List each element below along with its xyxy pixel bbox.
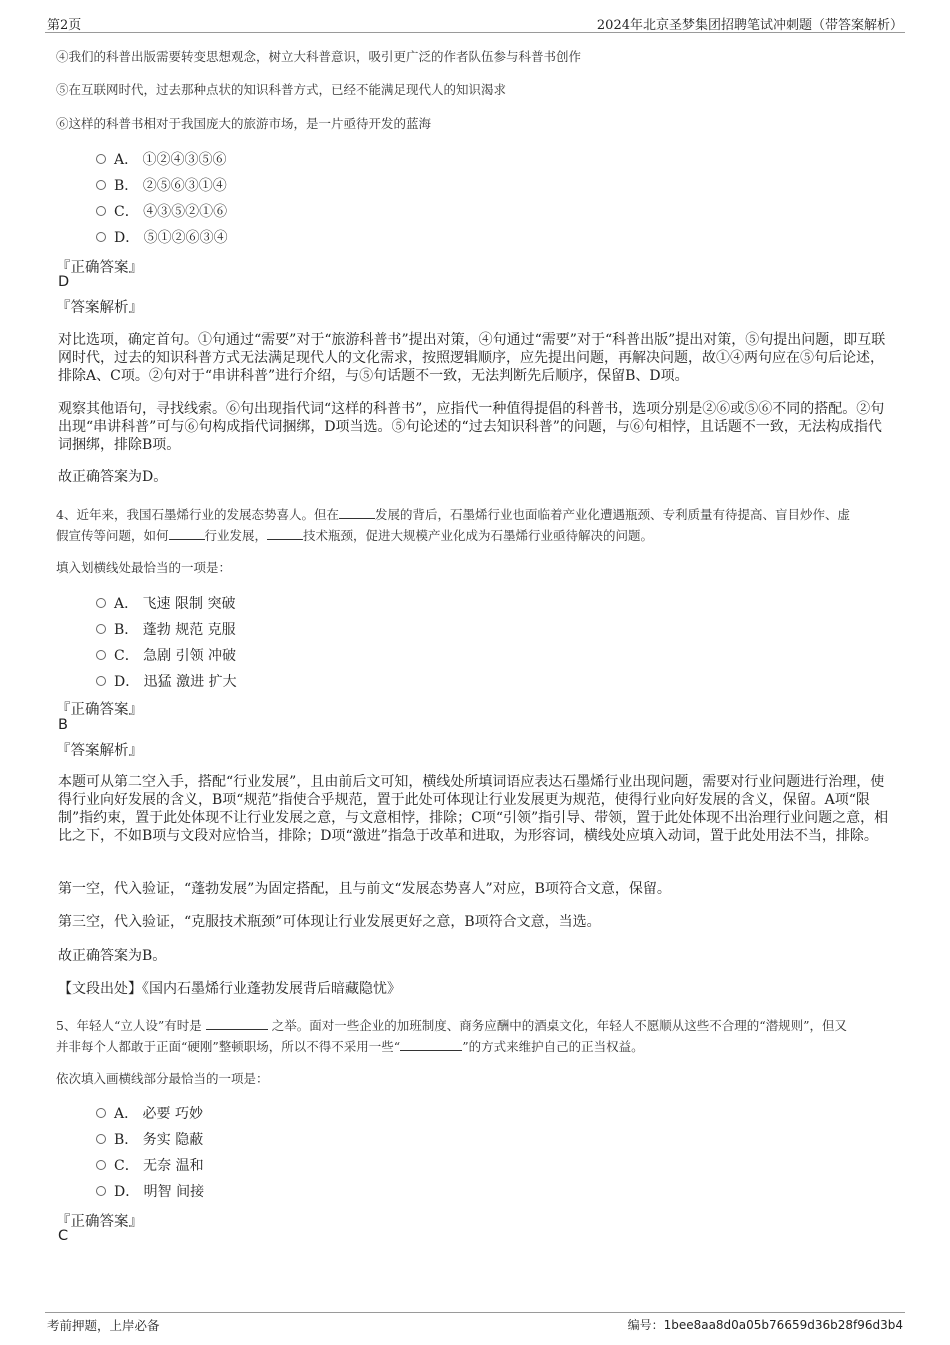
q3-sentence-6: ⑥这样的科普书相对于我国庞大的旅游市场，是一片亟待开发的蓝海 <box>56 116 432 131</box>
q3-option-a[interactable]: A． ①②④③⑤⑥ <box>96 150 227 170</box>
q4-analysis-para-1: 本题可从第二空入手，搭配“行业发展”，且由前后文可知，横线处所填词语应表达石墨烯行业出现问题，需要对行业问题进行治理，使得行业向好发展的含义，B项“规范”指使合乎规范，置于此处可体现让行业发展更为规范，使得行业向好发展的含义，保留。A项“限制”指约束，置于此处体现不让行业发展之意，与文意相悖，排除；C项“引领”指引导、带领，置于此处体现不出治理行业问题之意，相比之下，不如B项与文段对应恰当，排除；D项“激进”指急于改革和进取，为形容词，横线处应填入动词，置于此处用法不当，排除。 <box>58 774 889 844</box>
radio-icon[interactable] <box>96 1134 106 1144</box>
q4-analysis-tag: 『答案解析』 <box>56 743 143 759</box>
q5-option-b[interactable]: B． 务实 隐蔽 <box>96 1130 203 1150</box>
blank-2 <box>169 527 205 540</box>
q5-option-d[interactable]: D． 明智 间接 <box>96 1182 204 1202</box>
q4-option-d[interactable]: D． 迅猛 激进 扩大 <box>96 672 237 692</box>
q5-answer: C <box>58 1228 69 1244</box>
q3-answer-tag: 『正确答案』 <box>56 260 143 276</box>
page-number: 第2页 <box>47 18 82 33</box>
q4-option-b[interactable]: B． 蓬勃 规范 克服 <box>96 620 236 640</box>
q4-prompt: 填入划横线处最恰当的一项是： <box>56 560 232 575</box>
q4-source: 【文段出处】《国内石墨烯行业蓬勃发展背后暗藏隐忧》 <box>58 981 401 997</box>
document-title: 2024年北京圣梦集团招聘笔试冲刺题（带答案解析） <box>596 18 903 33</box>
radio-icon[interactable] <box>96 206 106 216</box>
q4-stem: 4、近年来，我国石墨烯行业的发展态势喜人。但在 发展的背后，石墨烯行业也面临着产业化遭遇瓶颈、专利质量有待提高、盲目炒作、虚 假宣传等问题，如何 行业发展， 技术瓶颈，促进大规模产业化成为石墨烯行业亟待解决的问题。 <box>56 507 850 543</box>
q4-option-a[interactable]: A． 飞速 限制 突破 <box>96 594 235 614</box>
q4-analysis-para-3: 第三空，代入验证，“克服技术瓶颈”可体现让行业发展更好之意，B项符合文意，当选。 <box>58 914 601 930</box>
q3-answer: D <box>58 274 70 290</box>
radio-icon[interactable] <box>96 232 106 242</box>
radio-icon[interactable] <box>96 598 106 608</box>
radio-icon[interactable] <box>96 1160 106 1170</box>
q3-analysis-tag: 『答案解析』 <box>56 300 143 316</box>
q3-sentence-5: ⑤在互联网时代，过去那种点状的知识科普方式，已经不能满足现代人的知识渴求 <box>56 82 507 97</box>
q4-answer: B <box>58 717 68 733</box>
page-header <box>45 14 905 33</box>
q5-stem: 5、年轻人“立人设”有时是 之举。面对一些企业的加班制度、商务应酬中的酒桌文化，年轻人不愿顺从这些不合理的“潜规则”，但又 并非每个人都敢于正面“硬刚”整顿职场，所以不得不采用一些“ ”的方式来维护自己的正当权益。 <box>56 1018 848 1054</box>
q3-analysis-para-2: 观察其他语句，寻找线索。⑥句出现指代词“这样的科普书”，应指代一种值得提倡的科普书，选项分别是②⑥或⑤⑥不同的搭配。②句出现“串讲科普”可与⑥句构成指代词捆绑，D项当选。⑤句论述的“过去知识科普”的问题，与⑥句相悖，且话题不一致，无法构成指代词捆绑，排除B项。 <box>58 401 885 453</box>
q3-sentence-4: ④我们的科普出版需要转变思想观念，树立大科普意识，吸引更广泛的作者队伍参与科普书创作 <box>56 49 582 64</box>
q4-analysis-conclusion: 故正确答案为B。 <box>58 948 167 964</box>
blank-1 <box>339 506 375 519</box>
q3-analysis-conclusion: 故正确答案为D。 <box>58 469 168 485</box>
radio-icon[interactable] <box>96 1108 106 1118</box>
radio-icon[interactable] <box>96 650 106 660</box>
q5-answer-tag: 『正确答案』 <box>56 1214 143 1230</box>
footer-slogan: 考前押题，上岸必备 <box>47 1318 160 1333</box>
q5-prompt: 依次填入画横线部分最恰当的一项是： <box>56 1071 269 1086</box>
q3-option-d[interactable]: D． ⑤①②⑥③④ <box>96 228 228 248</box>
blank-3 <box>267 527 303 540</box>
q3-option-c[interactable]: C． ④③⑤②①⑥ <box>96 202 227 222</box>
radio-icon[interactable] <box>96 1186 106 1196</box>
q4-analysis-para-2: 第一空，代入验证，“蓬勃发展”为固定搭配，且与前文“发展态势喜人”对应，B项符合文意，保留。 <box>58 881 671 897</box>
q4-answer-tag: 『正确答案』 <box>56 702 143 718</box>
radio-icon[interactable] <box>96 154 106 164</box>
q5-option-c[interactable]: C． 无奈 温和 <box>96 1156 204 1176</box>
q3-analysis-para-1: 对比选项，确定首句。①句通过“需要”对于“旅游科普书”提出对策，④句通过“需要”对于“科普出版”提出对策，⑤句提出问题，即互联网时代，过去的知识科普方式无法满足现代人的文化需求，按照逻辑顺序，应先提出问题，再解决问题，故①④两句应在⑤句后论述，排除A、C项。②句对于“串讲科普”进行介绍，与⑤句话题不一致，无法判断先后顺序，保留B、D项。 <box>58 332 886 384</box>
page-footer <box>45 1312 905 1336</box>
blank-2 <box>400 1038 462 1051</box>
blank-1 <box>206 1017 268 1030</box>
q5-option-a[interactable]: A． 必要 巧妙 <box>96 1104 203 1124</box>
radio-icon[interactable] <box>96 180 106 190</box>
q3-option-b[interactable]: B． ②⑤⑥③①④ <box>96 176 227 196</box>
document-code: 编号：1bee8aa8d0a05b76659d36b28f96d3b4 <box>627 1318 903 1332</box>
q4-option-c[interactable]: C． 急剧 引领 冲破 <box>96 646 236 666</box>
radio-icon[interactable] <box>96 676 106 686</box>
radio-icon[interactable] <box>96 624 106 634</box>
